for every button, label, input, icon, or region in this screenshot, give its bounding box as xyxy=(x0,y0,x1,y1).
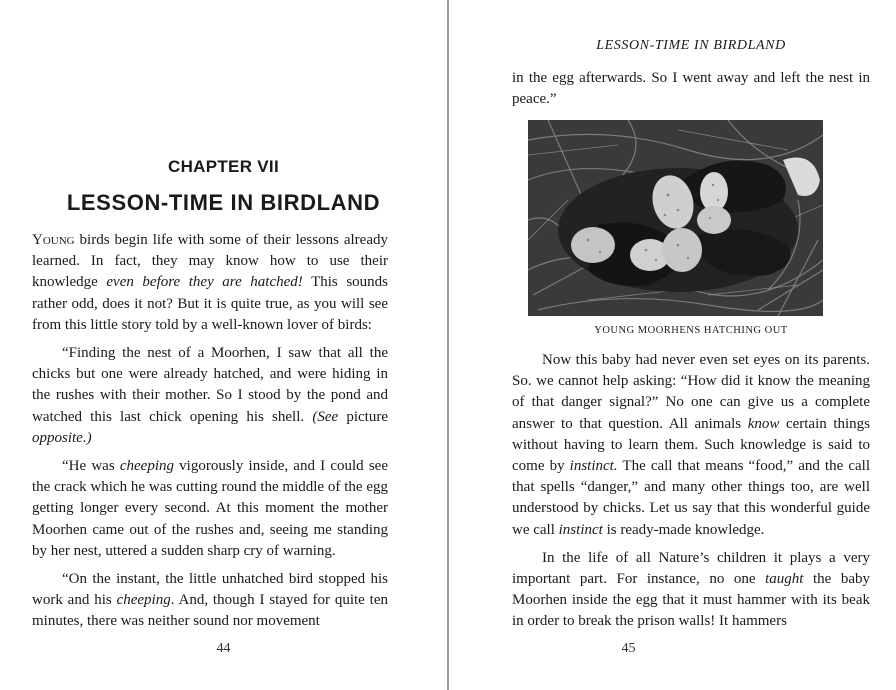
emphasis: instinct. xyxy=(569,458,618,475)
photo-caption: YOUNG MOORHENS HATCHING OUT xyxy=(594,325,788,336)
text-run: certain things without having to learn them. Such knowledge is said to come by xyxy=(512,415,870,475)
text-run: “He was xyxy=(62,458,120,475)
moorhen-nest-photo xyxy=(528,120,823,316)
emphasis: cheeping xyxy=(119,458,174,475)
page-number: 44 xyxy=(216,641,231,656)
emphasis: (See xyxy=(312,408,339,425)
text-run: . And, though I stayed for quite ten minutes, there was neither sound nor movement xyxy=(32,592,388,630)
paragraph-3 xyxy=(32,456,388,562)
text-run: is ready-made knowledge. xyxy=(602,521,765,538)
emphasis: taught xyxy=(765,571,804,588)
chapter-number: CHAPTER VII xyxy=(168,157,279,176)
paragraph-6 xyxy=(512,548,870,633)
left-page xyxy=(0,0,447,690)
left-body-text xyxy=(32,230,388,633)
page-number: 45 xyxy=(621,641,636,656)
text-run: The call that means “food,” and the call that spells “danger,” and many other things too, are well understood by chicks. Let us say that this wonderful guide we call xyxy=(512,458,871,538)
emphasis: cheeping xyxy=(116,592,171,609)
text-run: This sounds rather odd, does it not? But it is quite true, as you will see from this little story told by a well-known lover of birds: xyxy=(32,274,388,333)
text-run: In the life of all Nature’s children it plays a very important part. For instance, no one xyxy=(512,549,870,588)
text-run: vigorously inside, and I could see the crack which he was cutting round the middle of the egg getting longer every second. At this moment the mother Moorhen came out of the rushes and, seeing me standing by her nest, uttered a sudden sharp cry of warning. xyxy=(32,458,388,559)
right-body-text xyxy=(512,350,870,633)
right-top-text xyxy=(512,68,870,110)
chapter-title: LESSON-TIME IN BIRDLAND xyxy=(66,190,381,215)
emphasis: instinct xyxy=(558,521,603,538)
paragraph-5 xyxy=(512,350,870,541)
paragraph-4 xyxy=(32,569,388,633)
emphasis: even before they are hatched! xyxy=(106,274,303,291)
text-run: birds begin life with some of their lessons already learned. In fact, they may know how to use their knowledge xyxy=(32,232,388,291)
emphasis: opposite.) xyxy=(32,429,92,446)
paragraph-1 xyxy=(32,230,388,336)
text-run: “Finding the nest of a Moorhen, I saw that all the chicks but one were already hatched, and were hiding in the rushes with their mother. So I stood by the pond and watched this last chick opening his shell. xyxy=(32,345,388,425)
running-head: LESSON-TIME IN BIRDLAND xyxy=(596,38,786,53)
right-page xyxy=(449,0,896,690)
paragraph-continued: in the egg afterwards. So I went away and left the nest in peace.” xyxy=(512,70,870,108)
text-run: picture xyxy=(338,408,388,425)
text-run: Now this baby had never even set eyes on its parents. So. we cannot help asking: “How did it know the meaning of that danger signal?” No one can give us a complete answer to that question. All animals xyxy=(512,352,870,432)
paragraph-2 xyxy=(32,343,388,449)
emphasis: know xyxy=(747,415,780,432)
drop-word: Young xyxy=(32,232,75,248)
text-run: the baby Moorhen inside the egg that it must hammer with its beak in order to break the prison walls! It hammers xyxy=(512,571,870,630)
text-run: “On the instant, the little unhatched bird stopped his work and his xyxy=(32,571,388,609)
